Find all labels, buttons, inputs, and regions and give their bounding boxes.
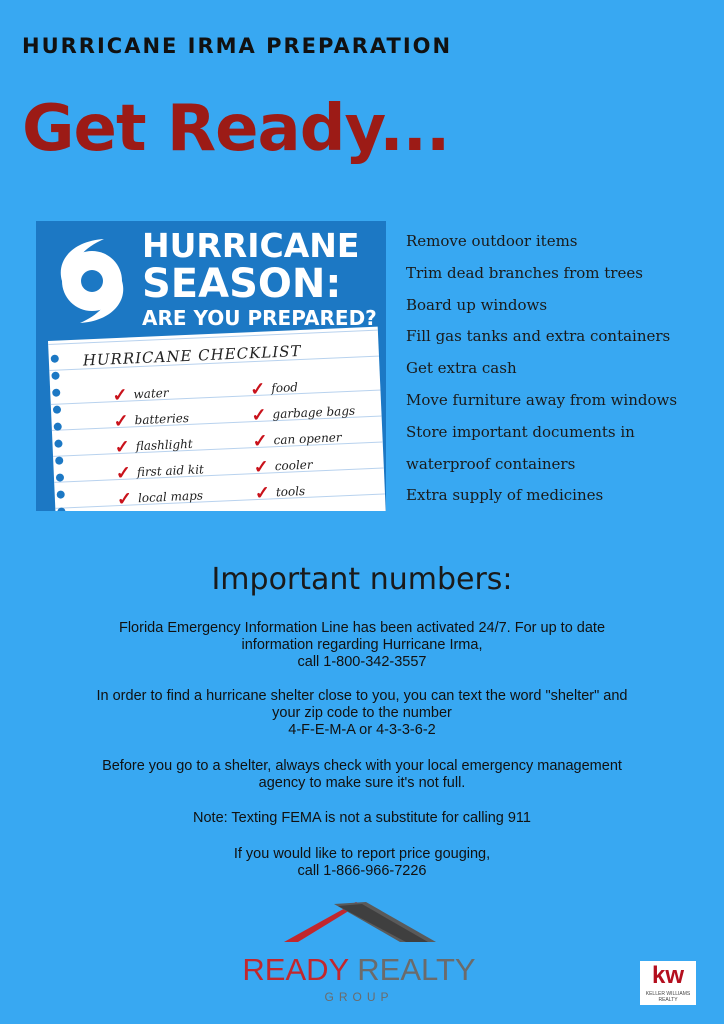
checklist-item: ✓ tools — [254, 481, 306, 504]
task-item: Remove outdoor items — [406, 232, 578, 250]
important-numbers-heading: Important numbers: — [211, 562, 513, 597]
get-ready-headline: Get Ready... — [22, 92, 450, 166]
checklist-item: ✓ cooler — [253, 455, 313, 478]
kw-logo-mark: kw — [651, 962, 684, 989]
checkmark-icon: ✓ — [114, 436, 131, 458]
checklist-item: ✓ water — [111, 384, 169, 406]
checklist-item: ✓ local maps — [116, 487, 204, 510]
task-item: Fill gas tanks and extra containers — [406, 327, 671, 346]
checklist-item: ✓ can opener — [252, 430, 342, 452]
checklist-item: ✓ batteries — [113, 410, 190, 432]
roof-logo-icon — [278, 898, 440, 944]
checkmark-icon: ✓ — [249, 378, 266, 400]
info-paragraph-fema-note: Note: Texting FEMA is not a substitute for calling 911 — [193, 810, 531, 826]
checklist-column-1 — [112, 378, 206, 511]
checkmark-icon: ✓ — [252, 430, 269, 452]
poster-line-prepared: ARE YOU PREPARED? — [142, 306, 377, 330]
keller-williams-logo — [640, 961, 696, 1005]
task-item: Get extra cash — [406, 359, 517, 378]
checkmark-icon: ✓ — [254, 481, 271, 504]
checkmark-icon: ✓ — [250, 404, 267, 426]
notepad-holes — [51, 354, 68, 511]
checkmark-icon: ✓ — [115, 462, 132, 484]
hurricane-symbol-icon — [42, 231, 142, 331]
poster-line-hurricane: HURRICANE — [142, 226, 360, 265]
info-paragraph-emergency-line: Florida Emergency Information Line has been activated 24/7. For up to date information regarding Hurricane Irma, call 1-800-342-3557 — [118, 620, 606, 670]
preparation-task-list — [406, 226, 677, 512]
poster-line-season: SEASON: — [142, 261, 342, 307]
checkmark-icon: ✓ — [116, 487, 133, 510]
checklist-title: HURRICANE CHECKLIST — [82, 341, 302, 370]
checklist-item: ✓ flashlight — [114, 436, 193, 458]
checklist-item: ✓ food — [249, 378, 299, 400]
logo-wordmark — [228, 952, 490, 988]
checklist-item: ✓ garbage bags — [250, 403, 356, 426]
checkmark-icon: ✓ — [111, 384, 128, 406]
checklist-column-2 — [250, 372, 359, 506]
logo-realty-text: REALTY — [357, 952, 476, 987]
task-item: waterproof containers — [406, 454, 576, 473]
hurricane-season-poster — [36, 221, 386, 511]
info-paragraph-shelter-text: In order to find a hurricane shelter close to you, you can text the word "shelter" and your zip code to the number 4-F-E-M-A or 4-3-3-6-2 — [96, 688, 628, 738]
page-header-title: HURRICANE IRMA PREPARATION — [22, 34, 453, 58]
logo-ready-text: READY — [242, 952, 349, 987]
checklist-notepad — [48, 327, 386, 511]
checklist-item: ✓ first aid kit — [115, 462, 205, 484]
info-paragraph-shelter-check: Before you go to a shelter, always check with your local emergency management agency to make sure it's not full. — [102, 758, 622, 791]
checkmark-icon: ✓ — [253, 455, 270, 478]
task-item: Move furniture away from windows — [406, 390, 678, 409]
checkmark-icon: ✓ — [113, 410, 130, 432]
kw-logo-subtitle: KELLER WILLIAMS REALTY — [645, 991, 691, 1003]
task-item: Store important documents in — [406, 422, 635, 441]
info-paragraph-price-gouging: If you would like to report price gouging, call 1-866-966-7226 — [233, 846, 491, 879]
logo-group-text: GROUP — [324, 990, 394, 1004]
task-item: Extra supply of medicines — [406, 486, 604, 505]
task-item: Board up windows — [406, 295, 548, 314]
ready-realty-logo — [228, 896, 490, 1008]
task-item: Trim dead branches from trees — [406, 263, 643, 282]
